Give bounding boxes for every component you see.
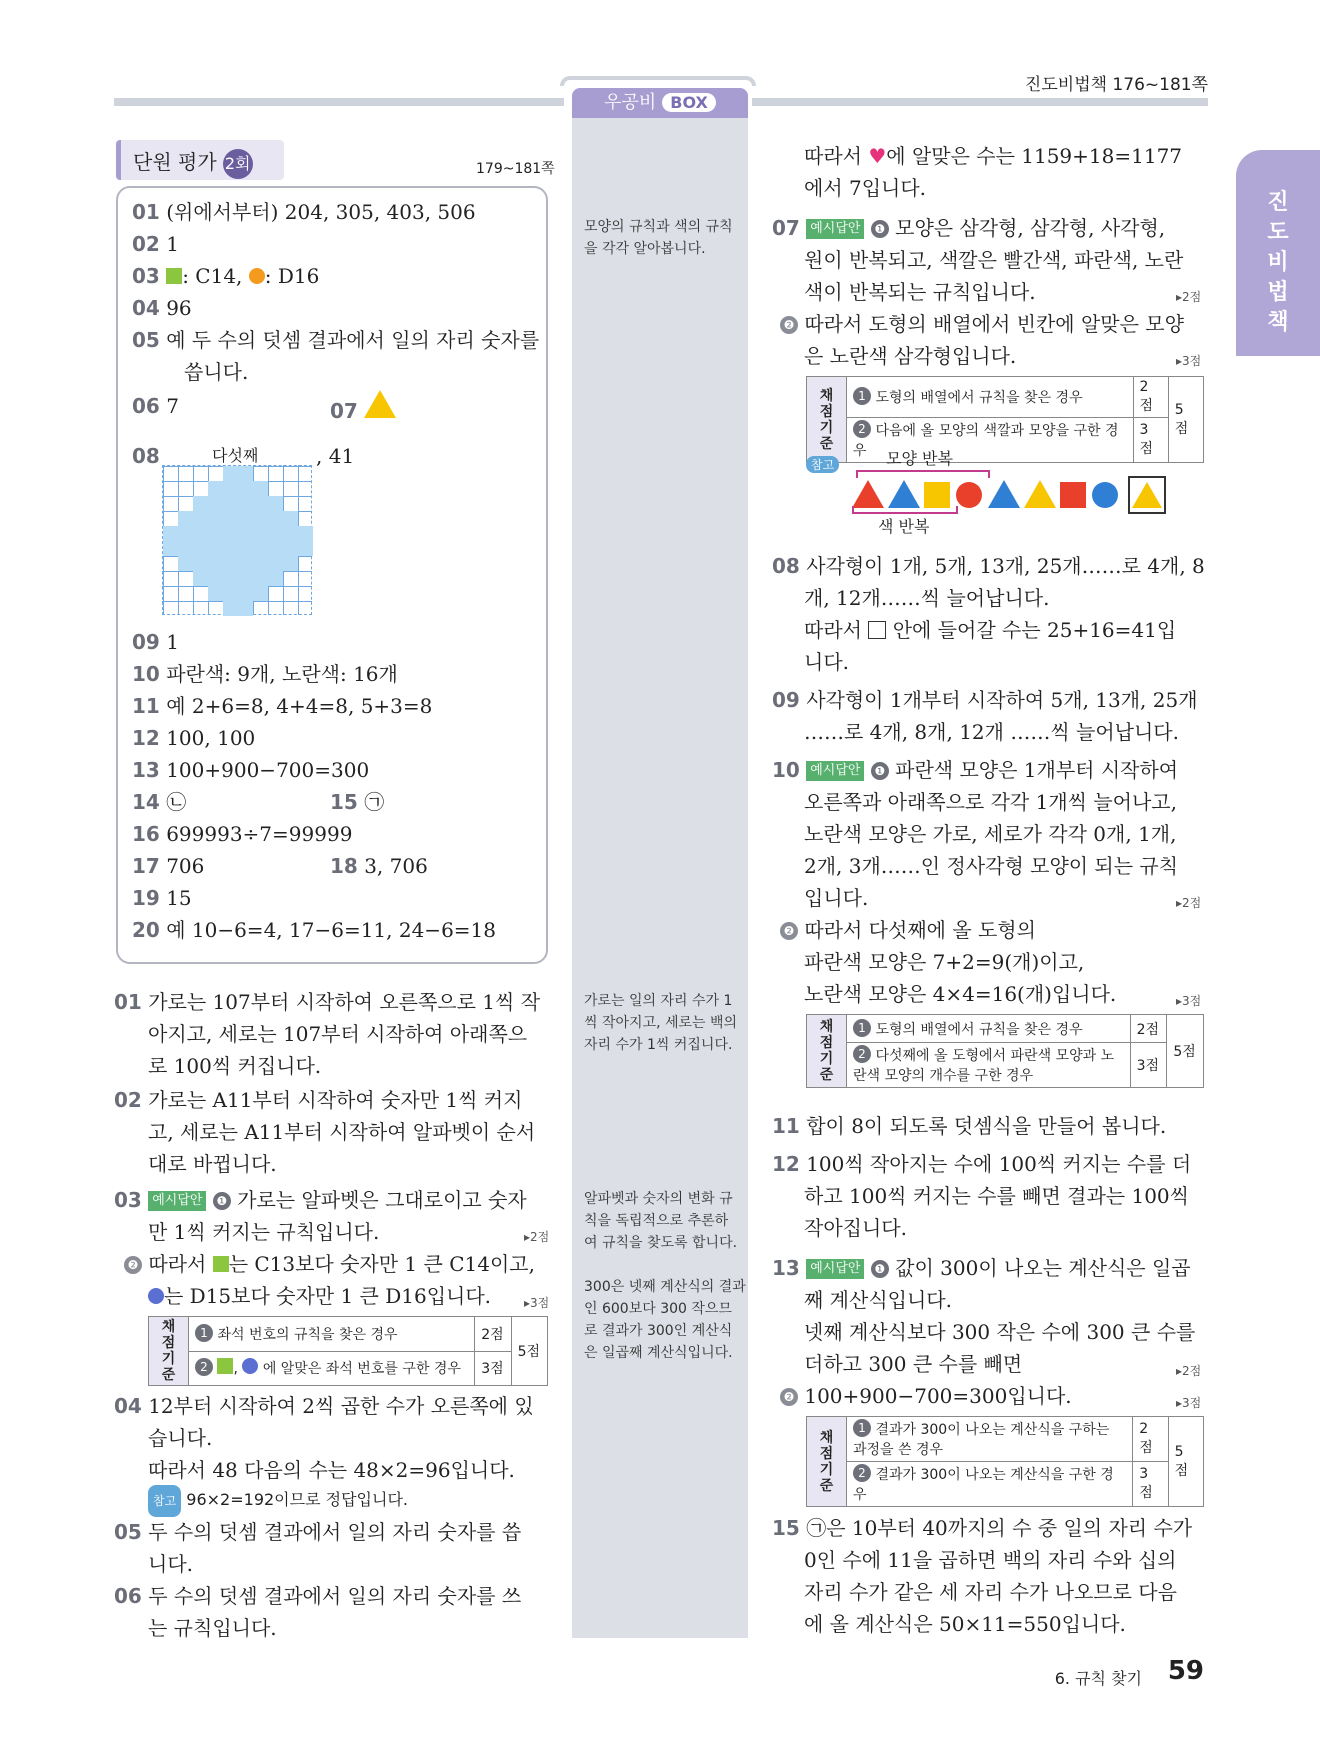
grid-cell [283,556,298,571]
grid-cell [238,496,253,511]
color-repeat-bracket [852,506,958,514]
sol-12-l1: 12 100씩 작아지는 수에 100씩 커지는 수를 더 [772,1152,1192,1176]
answer-20: 20 예 10−6=4, 17−6=11, 24−6=18 [132,918,497,942]
grid-cell [238,541,253,556]
sol-13-l4: 더하고 300 큰 수를 빼면 [804,1352,1023,1376]
sol-15-l3: 자리 수가 같은 세 자리 수가 나오므로 다음 [804,1580,1177,1604]
sol-09-l1: 09 사각형이 1개부터 시작하여 5개, 13개, 25개 [772,688,1198,712]
answer-15: 15 ㉠ [330,790,385,814]
sol-13-point2: ▸3점 [1176,1396,1202,1410]
sol-13-point1: ▸2점 [1176,1364,1202,1378]
answer-16: 16 699993÷7=99999 [132,822,353,846]
color-repeat-label: 색 반복 [878,517,930,536]
grid-cell [238,466,253,481]
grid-cell [253,541,268,556]
grid-cell [253,586,268,601]
answer-05: 05 예 두 수의 덧셈 결과에서 일의 자리 숫자를 [132,328,540,352]
grid-cell [193,541,208,556]
sol-02-l2: 고, 세로는 A11부터 시작하여 알파벳이 순서 [148,1120,536,1144]
box-label: 우공비 [604,92,657,113]
grid-cell [253,556,268,571]
answer-05-cont: 씁니다. [184,360,249,384]
grid-cell [283,511,298,526]
sol-03-point2: ▸3점 [524,1296,550,1310]
sol-04-l1: 04 12부터 시작하여 2씩 곱한 수가 오른쪽에 있 [114,1394,534,1418]
sol-10-l1: 10 예시답안 ❶ 파란색 모양은 1개부터 시작하여 [772,758,1179,782]
green-square-icon [166,268,182,284]
note-13: 300은 넷째 계산식의 결과 인 600보다 300 작으므 로 결과가 300인 계산식 은 일곱째 계산식입니다. [584,1279,746,1361]
answer-08-label: 다섯째 [212,446,259,465]
sol-06-l1: 06 두 수의 덧셈 결과에서 일의 자리 숫자를 쓰 [114,1584,522,1608]
answer-14: 14 ㉡ [132,790,187,814]
grid-cell [208,511,223,526]
shape-repeat-label: 모양 반복 [886,449,953,468]
sol-12-l2: 하고 100씩 커지는 수를 빼면 결과는 100씩 [804,1184,1189,1208]
answer-13: 13 100+900−700=300 [132,758,370,782]
sol-08-l2: 개, 12개……씩 늘어납니다. [804,586,1050,610]
sol-07-l5: 은 노란색 삼각형입니다. [804,344,1017,368]
red-square-icon [1060,482,1086,508]
sol-06-l2: 는 규칙입니다. [148,1616,277,1640]
sol-10-l3: 노란색 모양은 가로, 세로가 각각 0개, 1개, [804,822,1177,846]
yellow-square-icon [924,482,950,508]
blue-circle-icon-2 [1092,482,1118,508]
grid-cell [223,466,238,481]
sol-07-l1: 07 예시답안 ❶ 모양은 삼각형, 삼각형, 사각형, [772,216,1166,240]
right-top-l2: 에서 7입니다. [804,176,927,200]
side-tab[interactable] [1236,150,1320,356]
grid-cell [178,511,193,526]
page-header-title: 진도비법책 176~181쪽 [1024,75,1208,95]
answer-18: 18 3, 706 [330,854,428,878]
sol-09-l2: ……로 4개, 8개, 12개 ……씩 늘어납니다. [804,720,1179,744]
grid-cell [298,526,313,541]
note-03: 알파벳과 숫자의 변화 규 칙을 독립적으로 추론하 여 규칙을 찾도록 합니다. [584,1191,738,1251]
grid-cell [283,526,298,541]
sol-03-criteria: 채점 기준 1 좌석 번호의 규칙을 찾은 경우 2점 5점 2 , 에 알맞은 좌석 번호를 구한 경우 3점 [148,1316,548,1386]
answer-04: 04 96 [132,296,192,320]
grid-cell [298,541,313,556]
grid-cell [208,586,223,601]
grid-cell [223,481,238,496]
sol-10-l6: ❷ 따라서 다섯째에 올 도형의 [780,914,1036,946]
answer-08-value: , 41 [316,444,355,468]
yellow-triangle-answer-icon [1132,482,1162,508]
grid-cell [238,571,253,586]
sol-13-criteria: 채점 기준 1 결과가 300이 나오는 계산식을 구하는 과정을 쓴 경우 2점 5점 2 결과가 300이 나오는 계산식을 구한 경우 3점 [806,1416,1204,1507]
grid-cell [268,556,283,571]
grid-cell [223,526,238,541]
sol-08-l3: 따라서 안에 들어갈 수는 25+16=41입 [804,618,1177,642]
grid-cell [208,556,223,571]
note-07: 모양의 규칙과 색의 규칙 을 각각 알아봅니다. [584,219,733,257]
sol-07-l3: 색이 반복되는 규칙입니다. [804,280,1036,304]
grid-cell [178,556,193,571]
sol-07-ref-badge: 참고 [806,454,839,473]
grid-cell [238,556,253,571]
grid-cell [253,481,268,496]
box-column [572,118,748,1638]
red-circle-icon [956,482,982,508]
sol-07-l4: ❷ 따라서 도형의 배열에서 빈칸에 알맞은 모양 [780,308,1184,340]
grid-cell [283,541,298,556]
grid-cell [223,496,238,511]
sol-04-ref: 참고 96×2=192이므로 정답입니다. [148,1484,408,1517]
grid-cell [268,541,283,556]
sol-10-l4: 2개, 3개……인 정사각형 모양이 되는 규칙 [804,854,1179,878]
blue-triangle-icon [888,480,920,508]
grid-cell [268,526,283,541]
grid-cell [193,511,208,526]
grid-cell [193,571,208,586]
sol-10-l5: 입니다. [804,886,869,910]
yellow-triangle-icon-2 [1024,480,1056,508]
sol-10-point1: ▸2점 [1176,896,1202,910]
sol-03-l2: 만 1씩 커지는 규칙입니다. [148,1220,380,1244]
sol-03-l3: ❷ 따라서 는 C13보다 숫자만 1 큰 C14이고, [124,1248,535,1280]
footer-section: 6. 규칙 찾기 [1054,1669,1142,1688]
grid-cell [223,541,238,556]
grid-cell [208,571,223,586]
pattern-grid [162,465,312,615]
box-header [572,88,748,118]
answer-11: 11 예 2+6=8, 4+4=8, 5+3=8 [132,694,433,718]
sol-05-l1: 05 두 수의 덧셈 결과에서 일의 자리 숫자를 씁 [114,1520,522,1544]
sol-10-l7: 파란색 모양은 7+2=9(개)이고, [804,950,1085,974]
sol-02-l3: 대로 바뀝니다. [148,1152,277,1176]
answer-09: 09 1 [132,630,179,654]
sol-02-l1: 02 가로는 A11부터 시작하여 숫자만 1씩 커지 [114,1088,523,1112]
answer-03: 03 : C14, : D16 [132,264,320,288]
yellow-triangle-icon [364,390,396,418]
sol-01-l1: 01 가로는 107부터 시작하여 오른쪽으로 1씩 작 [114,990,541,1014]
grid-cell [178,526,193,541]
grid-cell [238,601,253,616]
sol-03-l4: 는 D15보다 숫자만 1 큰 D16입니다. [148,1280,491,1312]
grid-cell [163,541,178,556]
grid-cell [208,526,223,541]
grid-cell [178,541,193,556]
side-tab-label: 진도비법책 [1267,190,1289,335]
sol-08-l4: 니다. [804,650,849,674]
unit-number-badge: 2회 [223,149,253,179]
sol-03-point1: ▸2점 [524,1230,550,1244]
grid-cell [223,586,238,601]
sol-12-l3: 작아집니다. [804,1216,907,1240]
note-01: 가로는 일의 자리 수가 1 씩 작아지고, 세로는 백의 자리 수가 1씩 커집니다. [584,993,738,1053]
page-number: 59 [1167,1656,1204,1686]
sol-11: 11 합이 8이 되도록 덧셈식을 만들어 봅니다. [772,1114,1167,1138]
sol-08-l1: 08 사각형이 1개, 5개, 13개, 25개……로 4개, 8 [772,554,1205,578]
sol-10-l2: 오른쪽과 아래쪽으로 각각 1개씩 늘어나고, [804,790,1177,814]
top-rule-right [752,98,1208,106]
grid-cell [238,481,253,496]
answer-02: 02 1 [132,232,179,256]
sol-13-l5: ❷ 100+900−700=300입니다. [780,1380,1072,1412]
grid-cell [223,571,238,586]
sol-05-l2: 니다. [148,1552,193,1576]
grid-cell [253,526,268,541]
sol-04-l3: 따라서 48 다음의 수는 48×2=96입니다. [148,1458,515,1482]
sol-15-l1: 15 ㉠은 10부터 40까지의 수 중 일의 자리 수가 [772,1516,1193,1540]
grid-cell [268,511,283,526]
sol-10-point2: ▸3점 [1176,994,1202,1008]
answer-10: 10 파란색: 9개, 노란색: 16개 [132,662,398,686]
grid-cell [238,511,253,526]
grid-cell [223,601,238,616]
grid-cell [253,511,268,526]
answer-07: 07 [330,390,396,427]
unit-pages: 179~181쪽 [476,161,555,177]
answer-01: 01 (위에서부터) 204, 305, 403, 506 [132,200,476,224]
sol-15-l4: 에 올 계산식은 50×11=550입니다. [804,1612,1126,1636]
grid-cell [268,496,283,511]
sol-10-criteria: 채점 기준 1 도형의 배열에서 규칙을 찾은 경우 2점 5점 2 다섯째에 올 도형에서 파란색 모양과 노 란색 모양의 개수를 구한 경우 3점 [806,1014,1204,1088]
box-tab-outline [560,76,756,86]
grid-cell [253,496,268,511]
sol-07-point1: ▸2점 [1176,290,1202,304]
grid-cell [193,556,208,571]
blue-circle-icon [148,1288,164,1304]
sol-01-l3: 로 100씩 커집니다. [148,1054,322,1078]
grid-cell [238,526,253,541]
right-top-l1: 따라서 ♥에 알맞은 수는 1159+18=1177 [804,144,1183,168]
unit-heading [116,140,284,180]
sol-03-l1: 03 예시답안 ❶ 가로는 알파벳은 그대로이고 숫자 [114,1188,527,1212]
grid-cell [223,556,238,571]
answer-12: 12 100, 100 [132,726,256,750]
unit-label: 단원 평가 [133,150,217,174]
grid-cell [208,541,223,556]
top-rule-left [114,98,564,106]
grid-cell [193,496,208,511]
grid-cell [253,571,268,586]
sol-07-criteria: 채점 기준 1 도형의 배열에서 규칙을 찾은 경우 2점 5점 2 다음에 올 모양의 색깔과 모양을 구한 경우 3점 [806,376,1204,463]
sol-04-l2: 습니다. [148,1426,213,1450]
sol-13-l1: 13 예시답안 ❶ 값이 300이 나오는 계산식은 일곱 [772,1256,1191,1280]
grid-cell [163,526,178,541]
grid-cell [208,496,223,511]
answer-06: 06 7 [132,394,179,418]
sol-13-l3: 넷째 계산식보다 300 작은 수에 300 큰 수를 [804,1320,1196,1344]
grid-cell [193,526,208,541]
answer-08: 08 [132,444,160,468]
sol-07-l2: 원이 반복되고, 색깔은 빨간색, 파란색, 노란 [804,248,1184,272]
answer-17: 17 706 [132,854,205,878]
sol-13-l2: 째 계산식입니다. [804,1288,952,1312]
grid-cell [238,586,253,601]
answer-19: 19 15 [132,886,192,910]
grid-cell [223,511,238,526]
orange-circle-icon [249,268,265,284]
sol-15-l2: 0인 수에 11을 곱하면 백의 자리 수와 십의 [804,1548,1177,1572]
grid-cell [268,571,283,586]
green-square-icon [213,1256,229,1272]
sol-10-l8: 노란색 모양은 4×4=16(개)입니다. [804,982,1117,1006]
sol-01-l2: 아지고, 세로는 107부터 시작하여 아래쪽으 [148,1022,528,1046]
sol-07-point2: ▸3점 [1176,354,1202,368]
box-tag: BOX [662,93,716,112]
grid-cell [208,481,223,496]
blue-triangle-icon-2 [988,480,1020,508]
red-triangle-icon [852,480,884,508]
